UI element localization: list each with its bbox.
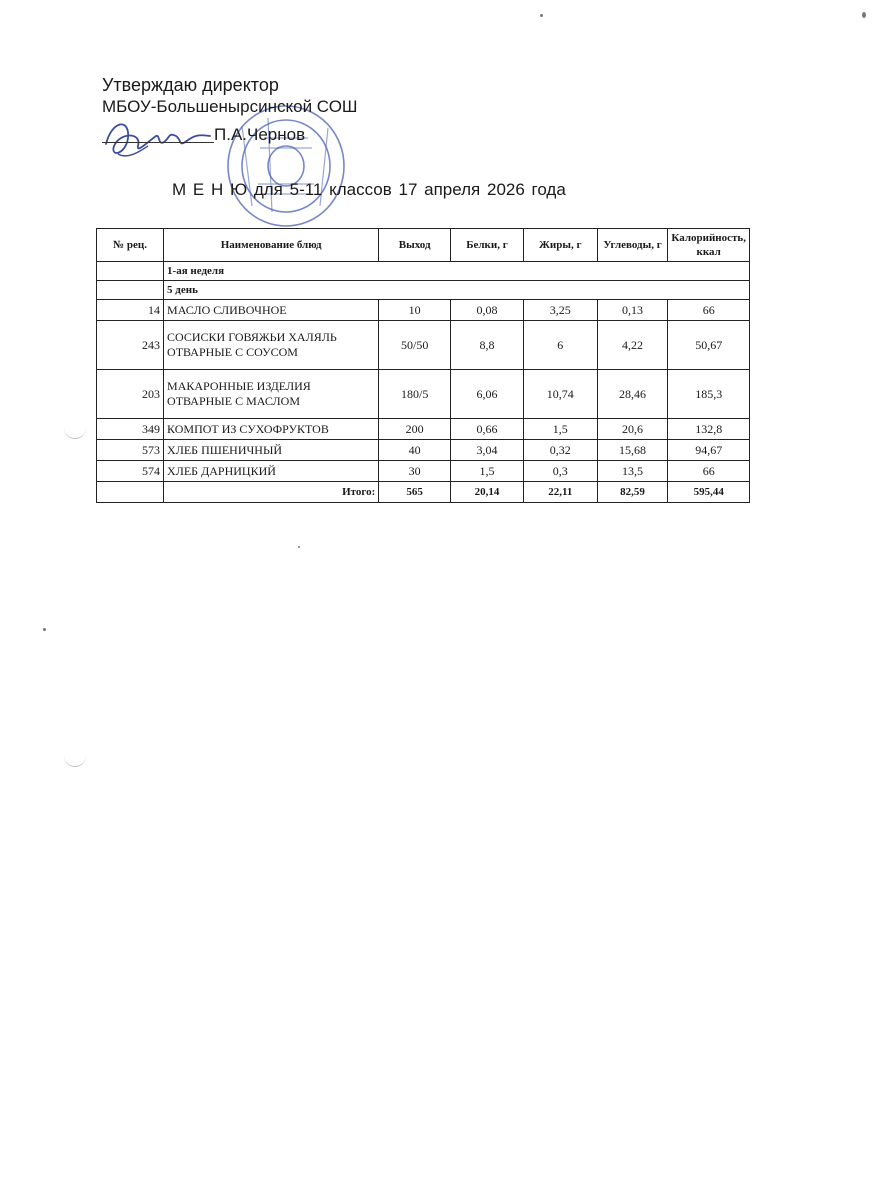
total-label: Итого: [164,482,379,503]
calories: 66 [668,300,750,321]
table-row [97,419,750,440]
day-label: 5 день [164,281,750,300]
dish-name: СОСИСКИ ГОВЯЖЬИ ХАЛЯЛЬ ОТВАРНЫЕ С СОУСОМ [164,321,379,370]
portion: 180/5 [379,370,451,419]
header-recipe-number: № рец. [97,229,164,262]
table-header-row [97,229,750,262]
recipe-number: 14 [97,300,164,321]
hole-punch-mark [64,752,86,767]
week-row [97,262,750,281]
table-row [97,370,750,419]
total-calories: 595,44 [668,482,750,503]
total-fat: 22,11 [523,482,597,503]
recipe-number: 203 [97,370,164,419]
protein: 0,08 [451,300,524,321]
portion: 10 [379,300,451,321]
carbs: 13,5 [597,461,668,482]
protein: 1,5 [451,461,524,482]
week-label: 1-ая неделя [164,262,750,281]
calories: 66 [668,461,750,482]
week-row-empty [97,262,164,281]
fat: 0,32 [523,440,597,461]
calories: 94,67 [668,440,750,461]
total-empty [97,482,164,503]
portion: 40 [379,440,451,461]
header-carbs: Углеводы, г [597,229,668,262]
carbs: 0,13 [597,300,668,321]
carbs: 20,6 [597,419,668,440]
dish-name: ХЛЕБ ПШЕНИЧНЫЙ [164,440,379,461]
recipe-number: 243 [97,321,164,370]
day-row-empty [97,281,164,300]
total-row [97,482,750,503]
portion: 200 [379,419,451,440]
header-protein: Белки, г [451,229,524,262]
calories: 185,3 [668,370,750,419]
total-portion: 565 [379,482,451,503]
table-row [97,440,750,461]
scan-speck [540,14,543,17]
menu-table [96,228,750,503]
protein: 6,06 [451,370,524,419]
dish-name: КОМПОТ ИЗ СУХОФРУКТОВ [164,419,379,440]
menu-title: М Е Н Ю для 5-11 классов 17 апреля 2026 года [172,180,566,199]
total-carbs: 82,59 [597,482,668,503]
recipe-number: 349 [97,419,164,440]
header-calories: Калорийность, ккал [668,229,750,262]
recipe-number: 574 [97,461,164,482]
protein: 3,04 [451,440,524,461]
scan-speck [298,546,300,548]
hole-punch-mark [64,424,86,439]
fat: 3,25 [523,300,597,321]
calories: 132,8 [668,419,750,440]
carbs: 15,68 [597,440,668,461]
header-dish-name: Наименование блюд [164,229,379,262]
protein: 0,66 [451,419,524,440]
portion: 50/50 [379,321,451,370]
recipe-number: 573 [97,440,164,461]
approval-title: Утверждаю директор [102,75,279,95]
protein: 8,8 [451,321,524,370]
day-row [97,281,750,300]
director-name: П.А.Чернов [214,125,306,144]
school-name: МБОУ-Большенырсинской СОШ [102,97,358,116]
portion: 30 [379,461,451,482]
fat: 1,5 [523,419,597,440]
carbs: 28,46 [597,370,668,419]
fat: 6 [523,321,597,370]
scan-speck [862,12,866,18]
table-row [97,321,750,370]
calories: 50,67 [668,321,750,370]
fat: 10,74 [523,370,597,419]
dish-name: МАСЛО СЛИВОЧНОЕ [164,300,379,321]
signature-line [102,142,214,143]
fat: 0,3 [523,461,597,482]
table-row [97,300,750,321]
carbs: 4,22 [597,321,668,370]
header-portion: Выход [379,229,451,262]
table-row [97,461,750,482]
signature-icon [98,110,218,170]
total-protein: 20,14 [451,482,524,503]
scan-speck [43,628,46,631]
header-fat: Жиры, г [523,229,597,262]
dish-name: ХЛЕБ ДАРНИЦКИЙ [164,461,379,482]
dish-name: МАКАРОННЫЕ ИЗДЕЛИЯ ОТВАРНЫЕ С МАСЛОМ [164,370,379,419]
